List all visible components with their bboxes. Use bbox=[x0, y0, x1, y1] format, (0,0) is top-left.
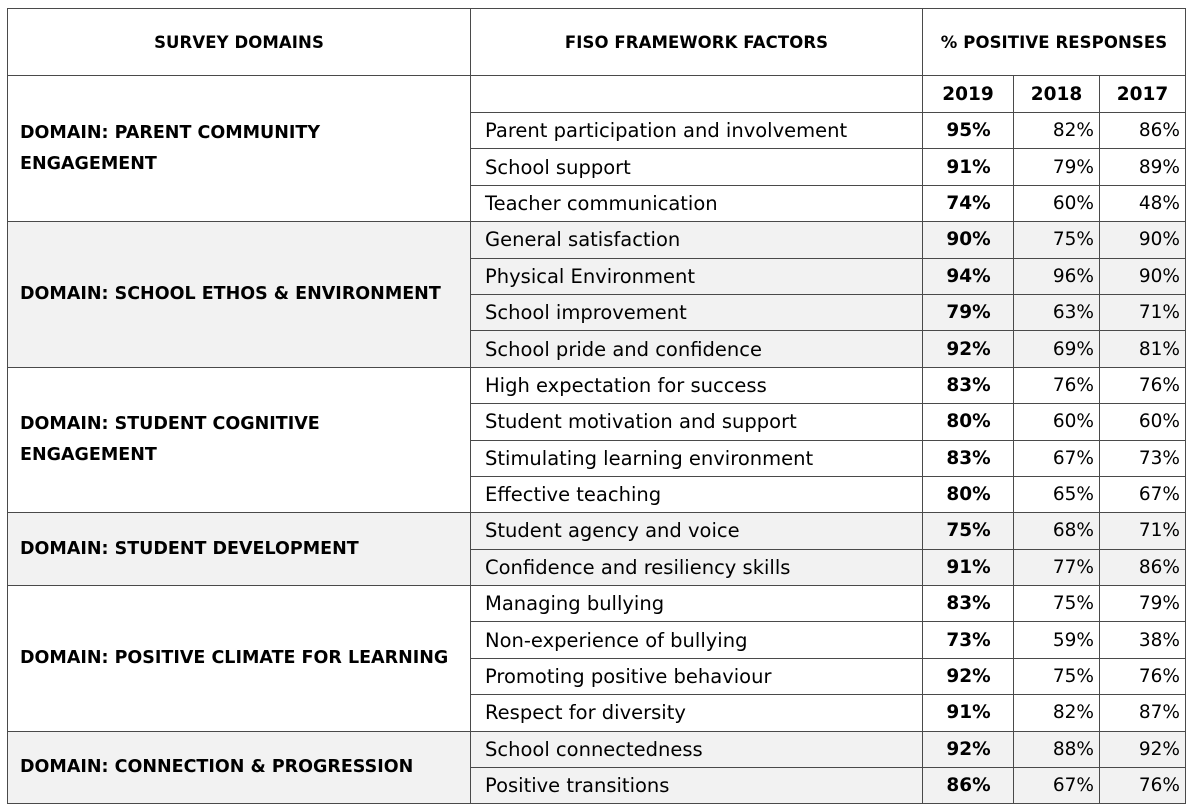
domain-label: DOMAIN: STUDENT COGNITIVE ENGAGEMENT bbox=[8, 367, 471, 513]
value-2018: 88% bbox=[1014, 731, 1100, 767]
value-2019: 92% bbox=[923, 731, 1014, 767]
value-2019: 83% bbox=[923, 440, 1014, 476]
header-row bbox=[8, 9, 1186, 76]
table-row bbox=[8, 586, 1186, 622]
value-2018: 77% bbox=[1014, 549, 1100, 585]
value-2019: 95% bbox=[923, 113, 1014, 149]
factor-label: Promoting positive behaviour bbox=[471, 658, 923, 694]
value-2018: 68% bbox=[1014, 513, 1100, 549]
value-2019: 86% bbox=[923, 768, 1014, 804]
value-2018: 60% bbox=[1014, 185, 1100, 221]
value-2018: 82% bbox=[1014, 695, 1100, 731]
value-2019: 74% bbox=[923, 185, 1014, 221]
value-2018: 67% bbox=[1014, 768, 1100, 804]
header-survey-domains: SURVEY DOMAINS bbox=[8, 9, 471, 76]
value-2017: 60% bbox=[1100, 404, 1186, 440]
value-2017: 67% bbox=[1100, 476, 1186, 512]
value-2017: 90% bbox=[1100, 222, 1186, 258]
value-2017: 48% bbox=[1100, 185, 1186, 221]
factor-label: Physical Environment bbox=[471, 258, 923, 294]
value-2019: 91% bbox=[923, 695, 1014, 731]
value-2017: 87% bbox=[1100, 695, 1186, 731]
value-2018: 76% bbox=[1014, 367, 1100, 403]
value-2019: 80% bbox=[923, 476, 1014, 512]
factor-label: High expectation for success bbox=[471, 367, 923, 403]
value-2017: 76% bbox=[1100, 768, 1186, 804]
value-2018: 69% bbox=[1014, 331, 1100, 367]
value-2019: 79% bbox=[923, 294, 1014, 330]
value-2018: 75% bbox=[1014, 586, 1100, 622]
factor-label: School support bbox=[471, 149, 923, 185]
value-2019: 91% bbox=[923, 549, 1014, 585]
table-row bbox=[8, 513, 1186, 549]
table-row bbox=[8, 367, 1186, 403]
value-2017: 92% bbox=[1100, 731, 1186, 767]
value-2019: 73% bbox=[923, 622, 1014, 658]
factor-label: General satisfaction bbox=[471, 222, 923, 258]
year-header-2017: 2017 bbox=[1100, 76, 1186, 113]
factor-label: Positive transitions bbox=[471, 768, 923, 804]
factor-label: Student agency and voice bbox=[471, 513, 923, 549]
survey-table-container bbox=[7, 8, 1186, 804]
value-2018: 67% bbox=[1014, 440, 1100, 476]
value-2017: 76% bbox=[1100, 367, 1186, 403]
header-fiso-factors: FISO FRAMEWORK FACTORS bbox=[471, 9, 923, 76]
factor-label: Confidence and resiliency skills bbox=[471, 549, 923, 585]
table-row bbox=[8, 731, 1186, 767]
table-body bbox=[8, 76, 1186, 804]
year-header-2018: 2018 bbox=[1014, 76, 1100, 113]
value-2018: 75% bbox=[1014, 222, 1100, 258]
value-2017: 38% bbox=[1100, 622, 1186, 658]
value-2017: 86% bbox=[1100, 549, 1186, 585]
value-2019: 83% bbox=[923, 586, 1014, 622]
domain-label: DOMAIN: SCHOOL ETHOS & ENVIRONMENT bbox=[8, 222, 471, 368]
value-2019: 92% bbox=[923, 331, 1014, 367]
factor-label: Teacher communication bbox=[471, 185, 923, 221]
value-2019: 83% bbox=[923, 367, 1014, 403]
value-2017: 81% bbox=[1100, 331, 1186, 367]
value-2018: 60% bbox=[1014, 404, 1100, 440]
survey-results-table bbox=[7, 8, 1186, 804]
value-2019: 91% bbox=[923, 149, 1014, 185]
factor-label: Student motivation and support bbox=[471, 404, 923, 440]
value-2017: 79% bbox=[1100, 586, 1186, 622]
factor-header-blank bbox=[471, 76, 923, 113]
year-header-2019: 2019 bbox=[923, 76, 1014, 113]
value-2018: 65% bbox=[1014, 476, 1100, 512]
value-2019: 90% bbox=[923, 222, 1014, 258]
value-2017: 90% bbox=[1100, 258, 1186, 294]
value-2018: 59% bbox=[1014, 622, 1100, 658]
factor-label: School connectedness bbox=[471, 731, 923, 767]
domain-label: DOMAIN: STUDENT DEVELOPMENT bbox=[8, 513, 471, 586]
value-2017: 89% bbox=[1100, 149, 1186, 185]
value-2019: 80% bbox=[923, 404, 1014, 440]
factor-label: Stimulating learning environment bbox=[471, 440, 923, 476]
year-header-row bbox=[8, 76, 1186, 113]
factor-label: Respect for diversity bbox=[471, 695, 923, 731]
value-2018: 82% bbox=[1014, 113, 1100, 149]
factor-label: Managing bullying bbox=[471, 586, 923, 622]
value-2018: 79% bbox=[1014, 149, 1100, 185]
value-2019: 94% bbox=[923, 258, 1014, 294]
value-2017: 86% bbox=[1100, 113, 1186, 149]
value-2018: 96% bbox=[1014, 258, 1100, 294]
factor-label: Effective teaching bbox=[471, 476, 923, 512]
value-2017: 76% bbox=[1100, 658, 1186, 694]
table-row bbox=[8, 222, 1186, 258]
value-2019: 75% bbox=[923, 513, 1014, 549]
value-2017: 71% bbox=[1100, 513, 1186, 549]
factor-label: Parent participation and involvement bbox=[471, 113, 923, 149]
factor-label: Non-experience of bullying bbox=[471, 622, 923, 658]
factor-label: School pride and confidence bbox=[471, 331, 923, 367]
domain-label: DOMAIN: CONNECTION & PROGRESSION bbox=[8, 731, 471, 804]
domain-label: DOMAIN: PARENT COMMUNITY ENGAGEMENT bbox=[8, 76, 471, 222]
domain-label: DOMAIN: POSITIVE CLIMATE FOR LEARNING bbox=[8, 586, 471, 732]
factor-label: School improvement bbox=[471, 294, 923, 330]
header-positive-responses: % POSITIVE RESPONSES bbox=[923, 9, 1186, 76]
value-2018: 75% bbox=[1014, 658, 1100, 694]
value-2018: 63% bbox=[1014, 294, 1100, 330]
value-2019: 92% bbox=[923, 658, 1014, 694]
value-2017: 71% bbox=[1100, 294, 1186, 330]
value-2017: 73% bbox=[1100, 440, 1186, 476]
